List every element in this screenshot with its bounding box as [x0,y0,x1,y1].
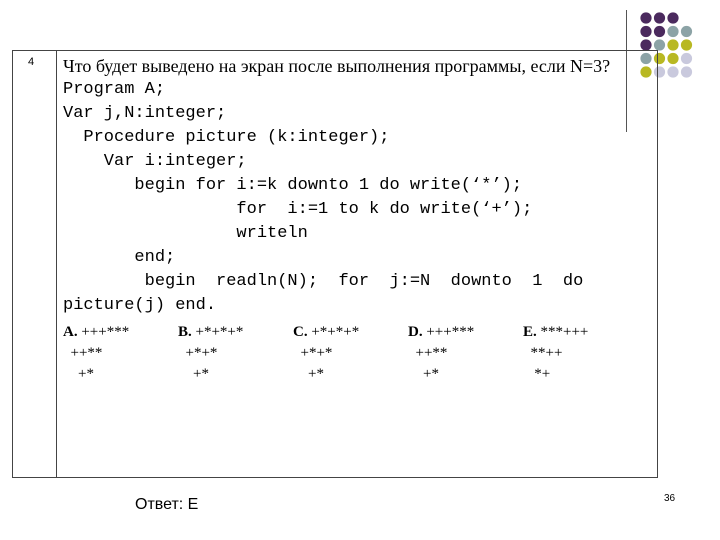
decorative-dot [654,12,665,23]
code-line: Program A; [63,80,166,99]
column-separator [56,51,57,477]
option-line: +* [293,366,324,382]
code-line: begin readln(N); for j:=N downto 1 do [63,272,584,291]
question-content [63,55,651,392]
answer-options [63,322,651,392]
decorative-dot [681,53,692,64]
decorative-dot [681,26,692,37]
code-line: Var i:integer; [63,152,247,171]
decorative-dot [667,66,678,77]
decorative-dot [654,39,665,50]
option-line: ++** [408,345,448,361]
option-line: +*+*+* [311,324,360,340]
code-line: Procedure picture (k:integer); [63,128,390,147]
option-line: +++*** [426,324,475,340]
option-line: +*+*+* [195,324,244,340]
decorative-dot [640,39,651,50]
decorative-dot [667,12,678,23]
decorative-dot [667,53,678,64]
decorative-dot [640,12,651,23]
option-line: ++** [63,345,103,361]
option-line: +* [408,366,439,382]
option-d [408,322,474,385]
decorative-dot [667,26,678,37]
code-line: picture(j) end. [63,296,217,315]
option-b [178,322,243,385]
code-line: end; [63,248,176,267]
option-line: +++*** [81,324,130,340]
decorative-dot [681,39,692,50]
option-line: *+ [523,366,551,382]
answer-text: Ответ: Е [135,496,199,513]
option-line: +* [178,366,209,382]
option-line: +*+* [178,345,218,361]
code-line: for i:=1 to k do write(‘+’); [63,200,533,219]
option-letter: D. [408,324,423,340]
option-e [523,322,588,385]
code-line: Var j,N:integer; [63,104,227,123]
decorative-dot [654,26,665,37]
code-line: begin for i:=k downto 1 do write(‘*’); [63,176,523,195]
option-line: +* [63,366,94,382]
question-number: 4 [28,56,35,68]
option-line: +*+* [293,345,333,361]
decorative-dot [667,39,678,50]
option-line: **++ [523,345,563,361]
option-letter: A. [63,324,78,340]
option-letter: E. [523,324,537,340]
option-letter: C. [293,324,308,340]
option-a [63,322,129,385]
program-code [63,78,651,318]
question-text: Что будет выведено на экран после выполнения программы, если N=3? [63,56,611,76]
page-number: 36 [664,493,676,504]
code-line: writeln [63,224,308,243]
option-letter: B. [178,324,192,340]
question-table [12,50,658,478]
decorative-dot [640,26,651,37]
decorative-dot [681,66,692,77]
option-line: ***+++ [540,324,589,340]
option-c [293,322,359,385]
